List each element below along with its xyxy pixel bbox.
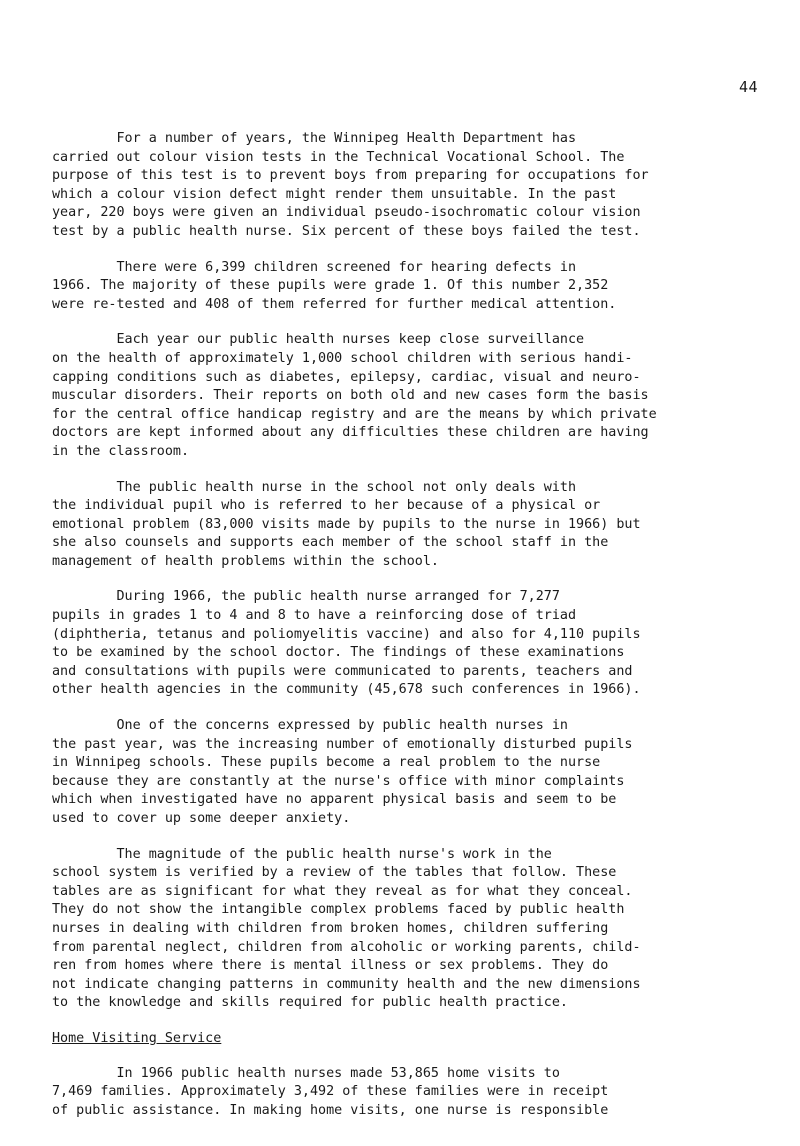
- text-line: During 1966, the public health nurse arranged for 7,277: [52, 589, 560, 605]
- text-line: for the central office handicap registry and are the means by which private: [52, 406, 657, 422]
- paragraph-hearing: [52, 259, 762, 315]
- page-number: 44: [738, 78, 758, 96]
- text-line: 7,469 families. Approximately 3,492 of these families were in receipt: [52, 1084, 609, 1100]
- text-line: There were 6,399 children screened for hearing defects in: [52, 259, 577, 275]
- text-line: of public assistance. In making home visits, one nurse is responsible: [52, 1102, 609, 1118]
- text-line: 1966. The majority of these pupils were grade 1. Of this number 2,352: [52, 278, 609, 294]
- text-line: capping conditions such as diabetes, epilepsy, cardiac, visual and neuro-: [52, 369, 641, 385]
- text-line: she also counsels and supports each member of the school staff in the: [52, 535, 609, 551]
- text-line: carried out colour vision tests in the Technical Vocational School. The: [52, 149, 625, 165]
- text-line: They do not show the intangible complex problems faced by public health: [52, 902, 625, 918]
- text-line: tables are as significant for what they reveal as for what they conceal.: [52, 883, 633, 899]
- text-line: the past year, was the increasing number of emotionally disturbed pupils: [52, 736, 633, 752]
- text-line: doctors are kept informed about any difficulties these children are having: [52, 425, 649, 441]
- text-line: not indicate changing patterns in community health and the new dimensions: [52, 976, 641, 992]
- text-line: nurses in dealing with children from broken homes, children suffering: [52, 920, 609, 936]
- document-body: [52, 130, 762, 1137]
- text-line: other health agencies in the community (45,678 such conferences in 1966).: [52, 682, 641, 698]
- text-line: In 1966 public health nurses made 53,865 home visits to: [52, 1065, 560, 1081]
- text-line: which a colour vision defect might render them unsuitable. In the past: [52, 186, 617, 202]
- text-line: emotional problem (83,000 visits made by pupils to the nurse in 1966) but: [52, 516, 641, 532]
- text-line: to be examined by the school doctor. The findings of these examinations: [52, 645, 625, 661]
- text-line: For a number of years, the Winnipeg Health Department has: [52, 131, 577, 146]
- text-line: in Winnipeg schools. These pupils become a real problem to the nurse: [52, 755, 601, 771]
- text-line: on the health of approximately 1,000 school children with serious handi-: [52, 350, 633, 366]
- text-line: One of the concerns expressed by public health nurses in: [52, 718, 568, 734]
- paragraph-emotional: [52, 717, 762, 829]
- text-line: test by a public health nurse. Six percent of these boys failed the test.: [52, 223, 641, 239]
- text-line: The public health nurse in the school not only deals with: [52, 479, 577, 495]
- section-heading-home-visiting: Home Visiting Service: [52, 1030, 222, 1046]
- text-line: muscular disorders. Their reports on both old and new cases form the basis: [52, 388, 649, 404]
- text-line: because they are constantly at the nurse's office with minor complaints: [52, 773, 625, 789]
- text-line: to the knowledge and skills required for public health practice.: [52, 995, 568, 1011]
- text-line: which when investigated have no apparent physical basis and seem to be: [52, 792, 617, 808]
- paragraph-home-visits: [52, 1065, 762, 1121]
- text-line: in the classroom.: [52, 443, 190, 459]
- text-line: ren from homes where there is mental illness or sex problems. They do: [52, 958, 609, 974]
- text-line: school system is verified by a review of the tables that follow. These: [52, 865, 617, 881]
- paragraph-surveillance: [52, 331, 762, 461]
- paragraph-colour-vision: [52, 130, 762, 242]
- paragraph-school-nurse: [52, 479, 762, 572]
- text-line: from parental neglect, children from alcoholic or working parents, child-: [52, 939, 641, 955]
- text-line: The magnitude of the public health nurse's work in the: [52, 846, 552, 862]
- text-line: used to cover up some deeper anxiety.: [52, 811, 351, 826]
- text-line: were re-tested and 408 of them referred for further medical attention.: [52, 296, 617, 312]
- text-line: (diphtheria, tetanus and poliomyelitis vaccine) and also for 4,110 pupils: [52, 626, 641, 642]
- text-line: pupils in grades 1 to 4 and 8 to have a reinforcing dose of triad: [52, 608, 577, 624]
- paragraph-magnitude: [52, 846, 762, 1013]
- text-line: and consultations with pupils were communicated to parents, teachers and: [52, 663, 633, 679]
- text-line: purpose of this test is to prevent boys from preparing for occupations for: [52, 168, 649, 184]
- text-line: the individual pupil who is referred to her because of a physical or: [52, 498, 601, 514]
- paragraph-immunization: [52, 588, 762, 700]
- text-line: management of health problems within the school.: [52, 553, 439, 569]
- text-line: Each year our public health nurses keep close surveillance: [52, 332, 585, 348]
- text-line: year, 220 boys were given an individual pseudo-isochromatic colour vision: [52, 205, 641, 221]
